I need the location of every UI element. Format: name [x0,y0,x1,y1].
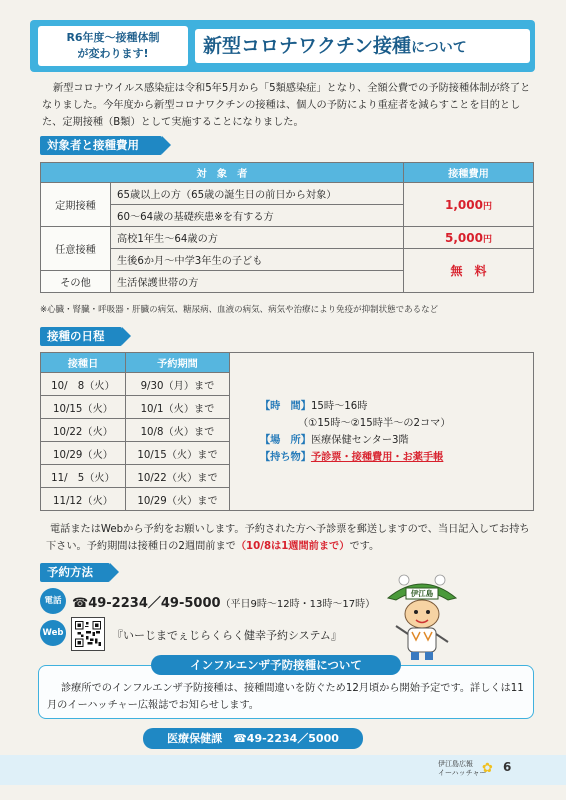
category-other: その他 [41,271,111,293]
influenza-title: インフルエンザ予防接種について [151,655,401,675]
influenza-body: 診療所でのインフルエンザ予防接種は、接種間違いを防ぐため12月頃から開始予定です。詳しくは11月のイーハッチャー広報誌でお知らせします。 [47,683,524,711]
section-heading-eligibility: 対象者と接種費用 [40,136,162,155]
fee-table-header-target: 対 象 者 [41,163,404,183]
phone-pill: 電話 [40,588,66,614]
phone-number-text[interactable]: ☎49-2234／49-5000 [72,596,221,611]
schedule-info [230,353,534,511]
table-row-period: 10/8（火）まで [126,419,230,442]
table-row-period: 10/22（火）まで [126,465,230,488]
page-number: 6 [503,760,512,774]
intro-paragraph: 新型コロナウイルス感染症は令和5年5月から「5類感染症」となり、全額公費での予防接種体制が終了となりました。今年度から新型コロナワクチンの接種は、個人の予防により重症者を減らすことを目的とした、定期接種（B類）として実施することになりました。 [42,83,531,128]
header-subtitle-line1: R6年度～接種体制 [66,31,160,44]
influenza-box [38,658,534,719]
table-row-date: 10/ 8（火） [41,373,126,396]
fee-routine [404,183,534,227]
section-heading-reservation: 予約方法 [40,563,110,582]
flower-icon: ✿ [482,761,493,776]
publication-line1: 伊江島広報 [438,760,473,768]
schedule-table [40,352,534,511]
publication-line2: イーハッチャー [438,769,487,777]
info-time-value: 15時～16時 [310,400,368,412]
info-bring [260,449,533,466]
web-pill: Web [40,620,66,646]
info-bring-label: 【持ち物】 [260,451,311,463]
table-row-date: 11/ 5（火） [41,465,126,488]
info-bring-value: 予診票・接種費用・お薬手帳 [310,451,444,463]
publication-name [438,760,486,778]
table-cell: 65歳以上の方（65歳の誕生日の前日から対象） [111,183,404,205]
info-time-detail: （①15時～②15時半～の2コマ） [298,417,451,429]
table-row-period: 10/1（火）まで [126,396,230,419]
table-row-date: 10/29（火） [41,442,126,465]
section-heading-schedule: 接種の日程 [40,327,122,346]
category-routine: 定期接種 [41,183,111,227]
fee-voluntary [404,227,534,249]
header-subtitle [38,26,188,66]
schedule-header-period: 予約期間 [126,353,230,373]
fee-amount: 1,000 [445,197,483,212]
fee-free: 無 料 [404,249,534,293]
fee-table [40,162,534,293]
footer-contact: 医療保健課 ☎49-2234／5000 [143,728,363,749]
reservation-text-end: です。 [349,541,380,552]
yen-unit: 円 [482,201,492,212]
reservation-paragraph [46,521,536,555]
web-reservation-system-link[interactable]: 『いーじまでぇじらくらく健幸予約システム』 [112,629,342,642]
table-cell: 60～64歳の基礎疾患※を有する方 [111,205,404,227]
table-row-period: 10/29（火）まで [126,488,230,511]
page-title-suffix: について [411,40,467,56]
table-row-date: 10/22（火） [41,419,126,442]
page-title [195,29,530,63]
header-banner [30,20,535,72]
phone-hours: （平日9時～12時・13時～17時） [220,599,376,610]
reservation-exception: （10/8は1週間前まで） [235,541,350,552]
table-row-date: 10/15（火） [41,396,126,419]
table-row-period: 9/30（月）まで [126,373,230,396]
table-cell: 高校1年生～64歳の方 [111,227,404,249]
info-time-label: 【時 間】 [260,400,311,412]
footnote: ※心臓・腎臓・呼吸器・肝臓の病気、糖尿病、血液の病気、病気や治療により免疫が抑制状態であるなど [40,305,439,315]
schedule-header-date: 接種日 [41,353,126,373]
info-place [260,432,533,449]
table-row-period: 10/15（火）まで [126,442,230,465]
category-voluntary: 任意接種 [41,227,111,271]
table-cell: 生後6か月～中学3年生の子ども [111,249,404,271]
info-place-value: 医療保健センター3階 [310,434,409,446]
mascot-sign-text: 伊江島 [410,589,434,598]
table-row-date: 11/12（火） [41,488,126,511]
info-place-label: 【場 所】 [260,434,311,446]
table-cell: 生活保護世帯の方 [111,271,404,293]
fee-amount: 5,000 [445,230,483,245]
page-title-main: 新型コロナワクチン接種 [203,35,412,57]
phone-numbers[interactable] [72,592,375,611]
mascot-icon [382,570,462,662]
yen-unit: 円 [482,234,492,245]
reservation-text: 電話またはWebから予約をお願いします。予約された方へ予診票を郵送しますので、当日記入してお持ち下さい。予約期間は接種日の2週間前まで [46,524,530,552]
header-subtitle-line2: が変わります! [77,47,149,60]
info-time [260,398,533,415]
fee-table-header-fee: 接種費用 [404,163,534,183]
qr-code-icon[interactable] [71,617,105,651]
